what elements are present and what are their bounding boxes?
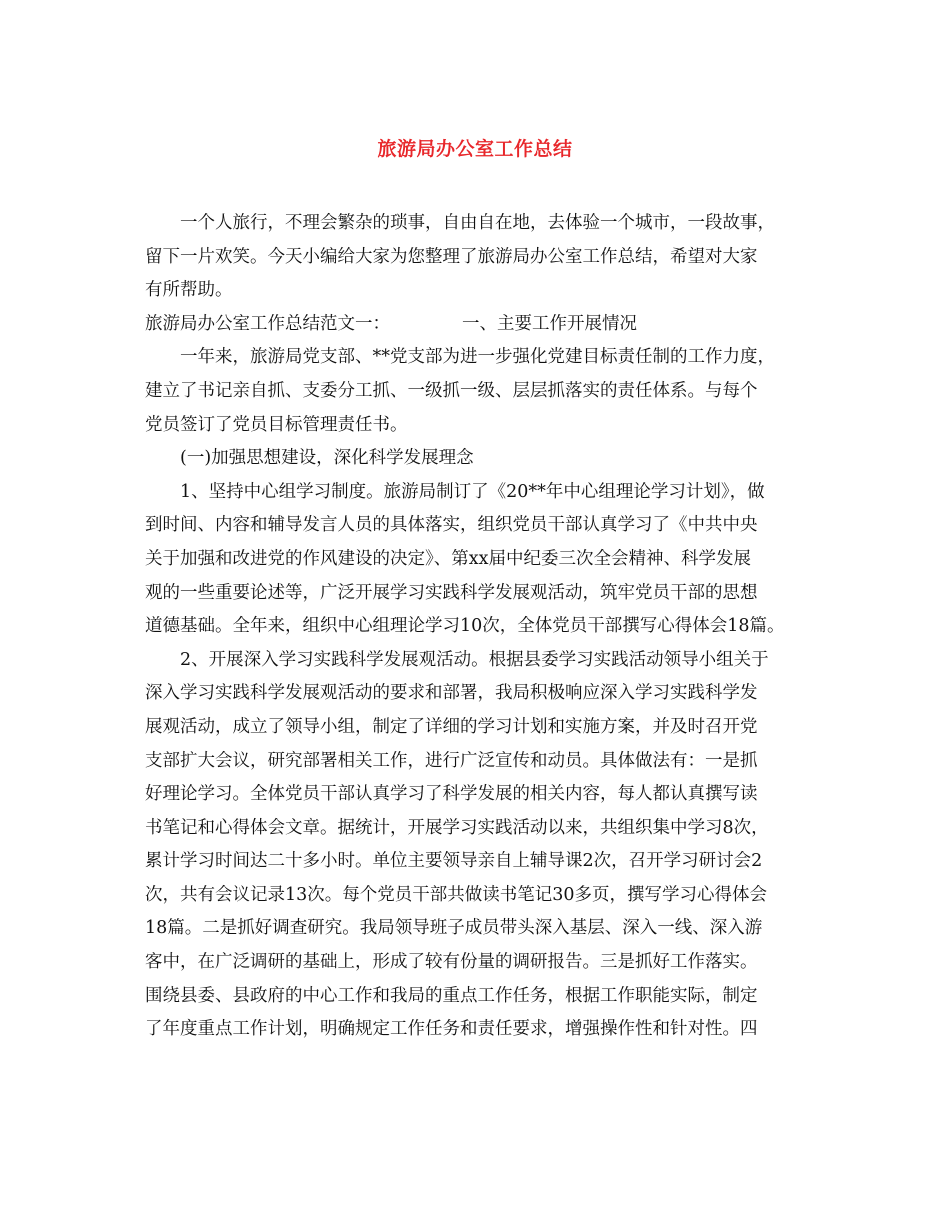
paragraph-line: 展观活动，成立了领导小组，制定了详细的学习计划和实施方案，并及时召开党 bbox=[145, 716, 758, 737]
paragraph-line: 了年度重点工作计划，明确规定工作任务和责任要求，增强操作性和针对性。四 bbox=[145, 1019, 758, 1040]
paragraph-line: 观的一些重要论述等，广泛开展学习实践科学发展观活动，筑牢党员干部的思想 bbox=[145, 582, 758, 603]
document-body bbox=[145, 207, 800, 1047]
paragraph-line: 2、开展深入学习实践科学发展观活动。根据县委学习实践活动领导小组关于 bbox=[180, 649, 769, 670]
paragraph-line: 书笔记和心得体会文章。据统计，开展学习实践活动以来，共组织集中学习8次， bbox=[145, 817, 769, 838]
section-heading-line bbox=[145, 308, 800, 342]
paragraph-line: 深入学习实践科学发展观活动的要求和部署，我局积极响应深入学习实践科学发 bbox=[145, 683, 758, 704]
paragraph-line: 到时间、内容和辅导发言人员的具体落实，组织党员干部认真学习了《中共中央 bbox=[145, 515, 758, 536]
paragraph-line: 累计学习时间达二十多小时。单位主要领导亲自上辅导课2次，召开学习研讨会2 bbox=[145, 851, 763, 872]
paragraph-line: 18篇。二是抓好调查研究。我局领导班子成员带头深入基层、深入一线、深入游 bbox=[145, 918, 763, 939]
paragraph-line: 客中，在广泛调研的基础上，形成了较有份量的调研报告。三是抓好工作落实。 bbox=[145, 952, 758, 973]
paragraph-line: 关于加强和改进党的作风建设的决定》、第xx届中纪委三次全会精神、科学发展 bbox=[145, 548, 751, 569]
paragraph-line: 围绕县委、县政府的中心工作和我局的重点工作任务，根据工作职能实际，制定 bbox=[145, 985, 758, 1006]
subsection-heading: (一)加强思想建设，深化科学发展理念 bbox=[180, 448, 474, 469]
section-heading: 一、主要工作开展情况 bbox=[462, 313, 637, 334]
paragraph-line: 一个人旅行，不理会繁杂的琐事，自由自在地，去体验一个城市，一段故事， bbox=[180, 213, 775, 233]
paragraph-line: 支部扩大会议，研究部署相关工作，进行广泛宣传和动员。具体做法有：一是抓 bbox=[145, 750, 758, 771]
paragraph-line: 1、坚持中心组学习制度。旅游局制订了《20**年中心组理论学习计划》，做 bbox=[180, 481, 765, 502]
paragraph-line: 好理论学习。全体党员干部认真学习了科学发展的相关内容，每人都认真撰写读 bbox=[145, 784, 758, 805]
document-title: 旅游局办公室工作总结 bbox=[377, 138, 573, 160]
paragraph-line: 一年来，旅游局党支部、**党支部为进一步强化党建目标责任制的工作力度， bbox=[180, 347, 775, 368]
paragraph-line: 留下一片欢笑。今天小编给大家为您整理了旅游局办公室工作总结，希望对大家 bbox=[145, 246, 758, 267]
paragraph-line: 党员签订了党员目标管理责任书。 bbox=[145, 414, 408, 435]
paragraph-line: 建立了书记亲自抓、支委分工抓、一级抓一级、层层抓落实的责任体系。与每个 bbox=[145, 380, 758, 401]
sample-heading: 旅游局办公室工作总结范文一： bbox=[145, 313, 390, 334]
paragraph-line: 有所帮助。 bbox=[145, 280, 233, 301]
paragraph-line: 次，共有会议记录13次。每个党员干部共做读书笔记30多页，撰写学习心得体会 bbox=[145, 884, 768, 905]
paragraph-line: 道德基础。全年来，组织中心组理论学习10次，全体党员干部撰写心得体会18篇。 bbox=[145, 616, 785, 637]
